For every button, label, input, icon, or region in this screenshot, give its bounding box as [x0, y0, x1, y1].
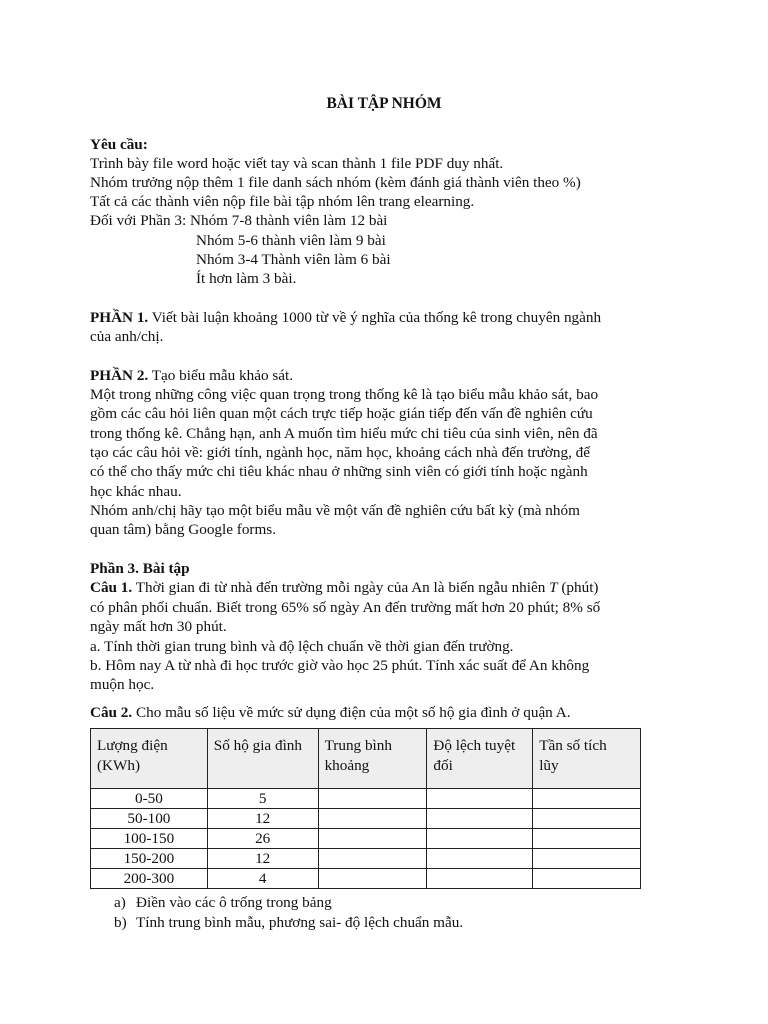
part1-text: Viết bài luận khoảng 1000 từ về ý nghĩa của thống kê trong chuyên ngành [148, 309, 602, 326]
requirement-line-2: Nhóm trưởng nộp thêm 1 file danh sách nhóm (kèm đánh giá thành viên theo %) [90, 174, 581, 191]
table-header-row [91, 729, 641, 789]
part2-title: Tạo biểu mẫu khảo sát. [148, 367, 294, 384]
list-item-text: Tính trung bình mẫu, phương sai- độ lệch chuẩn mẫu. [136, 914, 464, 931]
table-cell [427, 849, 533, 869]
requirement-indented-2: Nhóm 3-4 Thành viên làm 6 bài [196, 251, 391, 268]
q1-line-3: ngày mất hơn 30 phút. [90, 618, 227, 635]
q2-subitem-b [114, 913, 463, 932]
table-cell: 0-50 [91, 789, 208, 809]
list-marker: b) [114, 914, 127, 931]
q2-text: Cho mẫu số liệu về mức sử dụng điện của một số hộ gia đình ở quận A. [132, 704, 571, 721]
list-item-text: Điền vào các ô trống trong bảng [136, 894, 332, 911]
part2-label: PHẦN 2. [90, 367, 149, 384]
part1-line-1 [90, 308, 601, 327]
q2-subitem-a [114, 893, 332, 912]
part2-line-2: gồm các câu hỏi liên quan một cách trực tiếp hoặc gián tiếp đến vấn đề nghiên cứu [90, 405, 593, 422]
part2-line-1: Một trong những công việc quan trọng trong thống kê là tạo biểu mẫu khảo sát, bao [90, 386, 599, 403]
part2-line-3: trong thống kê. Chẳng hạn, anh A muốn tìm hiểu mức chi tiêu của sinh viên, nên đã [90, 425, 598, 442]
part2-line-5: có thể cho thấy mức chi tiêu khác nhau ở những sinh viên có giới tính hoặc ngành [90, 463, 588, 480]
table-cell [427, 869, 533, 889]
table-cell [533, 869, 641, 889]
table-row [91, 789, 641, 809]
table-cell: 100-150 [91, 829, 208, 849]
requirement-line-3: Tất cả các thành viên nộp file bài tập nhóm lên trang elearning. [90, 193, 475, 210]
table-cell [318, 809, 427, 829]
table-cell [533, 789, 641, 809]
table-row [91, 869, 641, 889]
table-cell [533, 809, 641, 829]
part2-line-6: học khác nhau. [90, 483, 182, 500]
table-row [91, 809, 641, 829]
electricity-table [90, 728, 641, 889]
table-cell: 4 [207, 869, 318, 889]
table-cell: 12 [207, 849, 318, 869]
table-cell: 26 [207, 829, 318, 849]
requirements-heading: Yêu cầu: [90, 136, 148, 153]
table-row [91, 849, 641, 869]
requirement-indented-1: Nhóm 5-6 thành viên làm 9 bài [196, 232, 386, 249]
list-marker: a) [114, 894, 126, 911]
part2-line-8: quan tâm) bằng Google forms. [90, 521, 277, 538]
table-header-cell: Số hộ gia đình [207, 729, 318, 789]
q1-line-5: b. Hôm nay A từ nhà đi học trước giờ vào học 25 phút. Tính xác suất để An không [90, 657, 590, 674]
table-header-cell: Độ lệch tuyệt đối [427, 729, 533, 789]
table-header-cell: Tần số tích lũy [533, 729, 641, 789]
table-cell [318, 849, 427, 869]
part2-line-7: Nhóm anh/chị hãy tạo một biểu mẫu về một vấn đề nghiên cứu bất kỳ (mà nhóm [90, 502, 580, 519]
q2-line-1 [90, 703, 571, 722]
table-cell: 50-100 [91, 809, 208, 829]
part3-heading: Phần 3. Bài tập [90, 560, 190, 577]
q1-label: Câu 1. [90, 579, 133, 596]
part2-heading [90, 366, 293, 385]
table-row [91, 829, 641, 849]
q1-variable: T [549, 579, 558, 596]
q1-line-1: Câu 1. Thời gian đi từ nhà đến trường mỗi ngày của An là biến ngẫu nhiên T (phút) [90, 579, 599, 596]
q1-line-4: a. Tính thời gian trung bình và độ lệch chuẩn về thời gian đến trường. [90, 638, 514, 655]
q2-label: Câu 2. [90, 704, 133, 721]
table-cell [533, 849, 641, 869]
table-cell [427, 809, 533, 829]
requirement-line-4: Đối với Phần 3: Nhóm 7-8 thành viên làm 12 bài [90, 212, 388, 229]
q1-line-6: muộn học. [90, 676, 155, 693]
document-title: BÀI TẬP NHÓM [326, 95, 442, 112]
table-header-cell: Lượng điện (KWh) [91, 729, 208, 789]
table-cell: 12 [207, 809, 318, 829]
table-cell: 150-200 [91, 849, 208, 869]
table-cell: 5 [207, 789, 318, 809]
table-cell [318, 789, 427, 809]
requirement-line-1: Trình bày file word hoặc viết tay và scan thành 1 file PDF duy nhất. [90, 155, 504, 172]
q1-line-2: có phân phối chuẩn. Biết trong 65% số ngày An đến trường mất hơn 20 phút; 8% số [90, 599, 601, 616]
table-cell: 200-300 [91, 869, 208, 889]
table-cell [318, 869, 427, 889]
table-cell [318, 829, 427, 849]
table-header-cell: Trung bình khoảng [318, 729, 427, 789]
part1-line-2: của anh/chị. [90, 328, 164, 345]
part1-label: PHẦN 1. [90, 309, 149, 326]
requirement-indented-3: Ít hơn làm 3 bài. [196, 270, 297, 287]
table-cell [427, 789, 533, 809]
part2-line-4: tạo các câu hỏi về: giới tính, ngành học, năm học, khoảng cách nhà đến trường, để [90, 444, 591, 461]
table-cell [427, 829, 533, 849]
table-cell [533, 829, 641, 849]
